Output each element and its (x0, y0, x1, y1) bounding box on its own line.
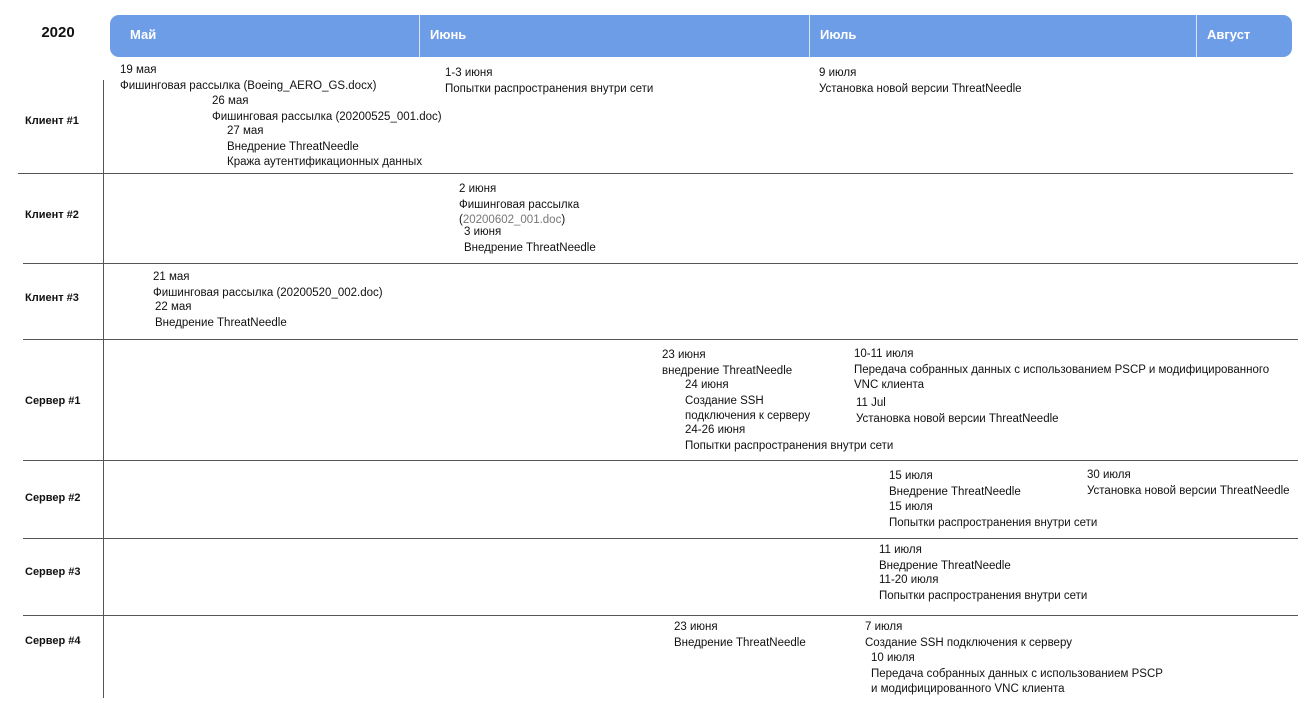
paren-close: ) (561, 214, 566, 226)
event-date: 19 мая (120, 64, 157, 76)
event-text: внедрение ThreatNeedle (662, 364, 793, 377)
row-divider (23, 538, 1298, 539)
event-text: Кража аутентификационных данных (227, 156, 423, 168)
event-date: 11-20 июля (879, 574, 939, 586)
event-text: Фишинговая рассылка (20200525_001.doc) (212, 110, 442, 123)
event-text: подключения к серверу (685, 410, 811, 422)
event-date: 3 июня (464, 226, 502, 238)
event-text: Фишинговая рассылка (459, 198, 580, 211)
event-client1-spread-june1-3 (445, 66, 653, 97)
event-date: 10 июля (871, 652, 915, 664)
event-date: 21 мая (153, 271, 190, 283)
event-text: Установка новой версии ThreatNeedle (819, 82, 1022, 95)
event-text: Попытки распространения внутри сети (879, 589, 1088, 602)
row-label-server-1: Сервер #1 (25, 395, 81, 407)
event-text: Внедрение ThreatNeedle (889, 485, 1021, 498)
row-label-server-3: Сервер #3 (25, 566, 81, 578)
event-server3-implant-july11 (879, 543, 1011, 574)
event-date: 24 июня (685, 379, 729, 391)
event-text: Внедрение ThreatNeedle (879, 559, 1011, 572)
row-label-client-1: Клиент #1 (25, 115, 79, 127)
event-text: Попытки распространения внутри сети (889, 516, 1098, 529)
event-date: 24-26 июня (685, 424, 746, 436)
file-name: 20200602_001.doc (462, 214, 562, 226)
event-text: Фишинговая рассылка (20200520_002.doc) (153, 286, 383, 299)
event-client3-implant-may22 (155, 300, 287, 331)
event-date: 26 мая (212, 95, 249, 107)
paren-open: ( (459, 214, 463, 226)
event-server1-implant-june23 (662, 348, 792, 379)
event-server2-implant-july15 (889, 469, 1021, 500)
event-date: 10-11 июля (854, 348, 914, 360)
event-server4-implant-june23 (674, 620, 806, 651)
event-text: Попытки распространения внутри сети (445, 82, 654, 95)
event-text: Внедрение ThreatNeedle (227, 140, 359, 153)
event-client2-implant-june3 (464, 225, 596, 256)
event-text: VNC клиента (854, 379, 925, 391)
event-date: 23 июня (674, 621, 718, 633)
event-server1-spread-june24-26 (685, 423, 893, 454)
event-date: 22 мая (155, 301, 192, 313)
event-client1-update-july9 (819, 66, 1022, 97)
event-date: 11 июля (879, 544, 922, 556)
event-server2-update-july30 (1087, 468, 1290, 499)
event-client1-phishing-may19 (120, 63, 376, 94)
event-text: Передача собранных данных с использованием PSCP (871, 667, 1163, 680)
event-date: 15 июля (889, 470, 933, 482)
event-server1-exfil-july10-11 (854, 347, 1269, 394)
event-text: и модифицированного VNC клиента (871, 683, 1065, 695)
row-divider (23, 615, 1298, 616)
event-text: Фишинговая рассылка (Boeing_AERO_GS.docx) (120, 79, 377, 92)
event-server4-exfil-july10 (871, 651, 1163, 698)
event-text: Внедрение ThreatNeedle (674, 636, 806, 649)
event-date: 11 Jul (856, 397, 886, 409)
event-client1-implant-may27 (227, 124, 422, 171)
month-july: Июль (809, 15, 1196, 57)
event-text: Попытки распространения внутри сети (685, 439, 894, 452)
row-divider (18, 173, 1293, 174)
event-text: Создание SSH (685, 394, 764, 407)
event-date: 15 июля (889, 501, 933, 513)
event-client1-phishing-may26 (212, 94, 442, 125)
month-timeline-bar (110, 15, 1292, 57)
event-text: Внедрение ThreatNeedle (155, 316, 287, 329)
row-label-client-3: Клиент #3 (25, 292, 79, 304)
month-august: Август (1196, 15, 1292, 57)
event-server4-ssh-july7 (865, 620, 1072, 651)
event-date: 27 мая (227, 125, 264, 137)
event-text: Установка новой версии ThreatNeedle (1087, 484, 1290, 497)
row-label-server-2: Сервер #2 (25, 492, 81, 504)
event-text: Установка новой версии ThreatNeedle (856, 412, 1059, 425)
event-date: 30 июля (1087, 469, 1131, 481)
event-text: Создание SSH подключения к серверу (865, 636, 1072, 649)
event-server1-update-jul11 (856, 396, 1059, 427)
row-divider (23, 263, 1298, 264)
month-june: Июнь (419, 15, 809, 57)
event-date: 2 июня (459, 183, 497, 195)
event-date: 23 июня (662, 349, 706, 361)
row-label-server-4: Сервер #4 (25, 635, 81, 647)
event-server2-spread-july15 (889, 500, 1097, 531)
row-label-client-2: Клиент #2 (25, 209, 79, 221)
event-client2-phishing-june2 (459, 182, 579, 229)
event-server3-spread-july11-20 (879, 573, 1087, 604)
year-label: 2020 (41, 24, 75, 41)
event-date: 7 июля (865, 621, 903, 633)
event-text: Передача собранных данных с использованием PSCP и модифицированного (854, 363, 1270, 376)
row-divider (23, 339, 1298, 340)
event-date: 1-3 июня (445, 67, 493, 79)
event-date: 9 июля (819, 67, 857, 79)
month-may: Май (130, 27, 157, 42)
event-client3-phishing-may21 (153, 270, 383, 301)
row-divider (23, 460, 1298, 461)
event-server1-ssh-june24 (685, 378, 810, 425)
event-text: Внедрение ThreatNeedle (464, 241, 596, 254)
